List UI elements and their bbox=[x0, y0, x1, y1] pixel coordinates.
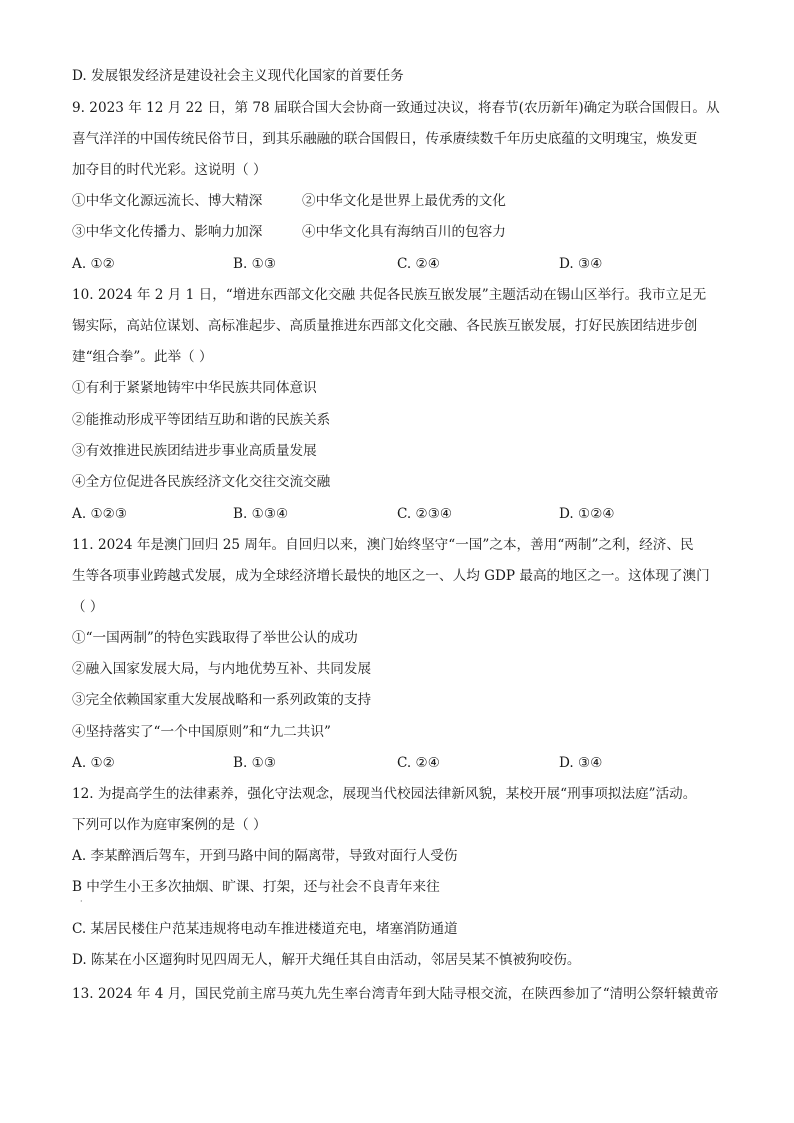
question-12-option-a[interactable]: A. 李某醉酒后驾车，开到马路中间的隔离带，导致对面行人受伤 bbox=[72, 848, 458, 864]
question-9-statement-4: ④中华文化具有海纳百川的包容力 bbox=[302, 224, 506, 240]
question-10-option-b[interactable]: B. ①③④ bbox=[233, 506, 289, 522]
question-11-option-b[interactable]: B. ①③ bbox=[233, 755, 277, 771]
prev-question-option-d: D. 发展银发经济是建设社会主义现代化国家的首要任务 bbox=[72, 68, 404, 84]
question-11-statement-1: ①“一国两制”的特色实践取得了举世公认的成功 bbox=[72, 630, 358, 646]
question-12-stem-line-2: 下列可以作为庭审案例的是（ ） bbox=[72, 817, 267, 833]
question-11-option-c[interactable]: C. ②④ bbox=[397, 755, 440, 771]
question-10-stem-line-2: 锡实际，高站位谋划、高标准起步、高质量推进东西部文化交融、各民族互嵌发展，打好民族团结进步创 bbox=[72, 318, 698, 334]
question-10-statement-2: ②能推动形成平等团结互助和谐的民族关系 bbox=[72, 412, 331, 428]
question-10-stem-line-3: 建“组合拳”。此举（ ） bbox=[72, 349, 213, 365]
question-11-stem-line-1: 11. 2024 年是澳门回归 25 周年。自回归以来，澳门始终坚守“一国”之本，善用“两制”之利，经济、民 bbox=[72, 537, 694, 553]
question-9-statement-1: ①中华文化源远流长、博大精深 bbox=[72, 193, 263, 209]
question-11-statement-4: ④坚持落实了“一个中国原则”和“九二共识” bbox=[72, 724, 331, 740]
question-11-option-d[interactable]: D. ③④ bbox=[559, 755, 603, 771]
question-9-statement-3: ③中华文化传播力、影响力加深 bbox=[72, 224, 263, 240]
question-13-stem-line-1: 13. 2024 年 4 月，国民党前主席马英九先生率台湾青年到大陆寻根交流，在陕西参加了“清明公祭轩辕黄帝 bbox=[72, 986, 719, 1002]
question-10-stem-line-1: 10. 2024 年 2 月 1 日，“增进东西部文化交融 共促各民族互嵌发展”主题活动在锡山区举行。我市立足无 bbox=[72, 287, 707, 303]
question-10-statement-4: ④全方位促进各民族经济文化交往交流交融 bbox=[72, 474, 331, 490]
question-9-statement-2: ②中华文化是世界上最优秀的文化 bbox=[302, 193, 506, 209]
question-10-statement-3: ③有效推进民族团结进步事业高质量发展 bbox=[72, 443, 317, 459]
question-9-stem-line-2: 喜气洋洋的中国传统民俗节日，到其乐融融的联合国假日，传承赓续数千年历史底蕴的文明瑰宝，焕发更 bbox=[72, 131, 698, 147]
question-9-option-c[interactable]: C. ②④ bbox=[397, 256, 440, 272]
question-11-option-a[interactable]: A. ①② bbox=[72, 755, 115, 771]
question-11-statement-3: ③完全依赖国家重大发展战略和一系列政策的支持 bbox=[72, 692, 372, 708]
question-11-options bbox=[72, 753, 732, 773]
question-10-statement-1: ①有利于紧紧地铸牢中华民族共同体意识 bbox=[72, 380, 317, 396]
question-9-option-d[interactable]: D. ③④ bbox=[559, 256, 603, 272]
question-11-stem-line-2: 生等各项事业跨越式发展，成为全球经济增长最快的地区之一、人均 GDP 最高的地区之一。这体现了澳门 bbox=[72, 568, 710, 584]
question-9-stem-line-3: 加夺目的时代光彩。这说明（ ） bbox=[72, 162, 267, 178]
question-10-option-a[interactable]: A. ①②③ bbox=[72, 506, 128, 522]
scan-speck: · bbox=[80, 897, 83, 906]
question-11-statement-2: ②融入国家发展大局，与内地优势互补、共同发展 bbox=[72, 661, 372, 677]
question-9-option-b[interactable]: B. ①③ bbox=[233, 256, 277, 272]
question-12-stem-line-1: 12. 为提高学生的法律素养，强化守法观念，展现当代校园法律新风貌，某校开展“刑事项拟法庭”活动。 bbox=[72, 786, 697, 802]
question-10-option-d[interactable]: D. ①②④ bbox=[559, 506, 615, 522]
question-11-stem-line-3: （ ） bbox=[72, 599, 104, 615]
question-9-option-a[interactable]: A. ①② bbox=[72, 256, 115, 272]
question-10-options bbox=[72, 504, 732, 524]
question-10-option-c[interactable]: C. ②③④ bbox=[397, 506, 453, 522]
question-12-option-d[interactable]: D. 陈某在小区遛狗时见四周无人，解开犬绳任其自由活动，邻居吴某不慎被狗咬伤。 bbox=[72, 952, 581, 968]
question-12-option-b[interactable]: B 中学生小王多次抽烟、旷课、打架，还与社会不良青年来往 bbox=[72, 879, 440, 895]
question-12-option-c[interactable]: C. 某居民楼住户范某违规将电动车推进楼道充电，堵塞消防通道 bbox=[72, 921, 458, 937]
question-9-options bbox=[72, 254, 732, 274]
question-9-stem-line-1: 9. 2023 年 12 月 22 日，第 78 届联合国大会协商一致通过决议，将春节(农历新年)确定为联合国假日。从 bbox=[72, 100, 720, 116]
